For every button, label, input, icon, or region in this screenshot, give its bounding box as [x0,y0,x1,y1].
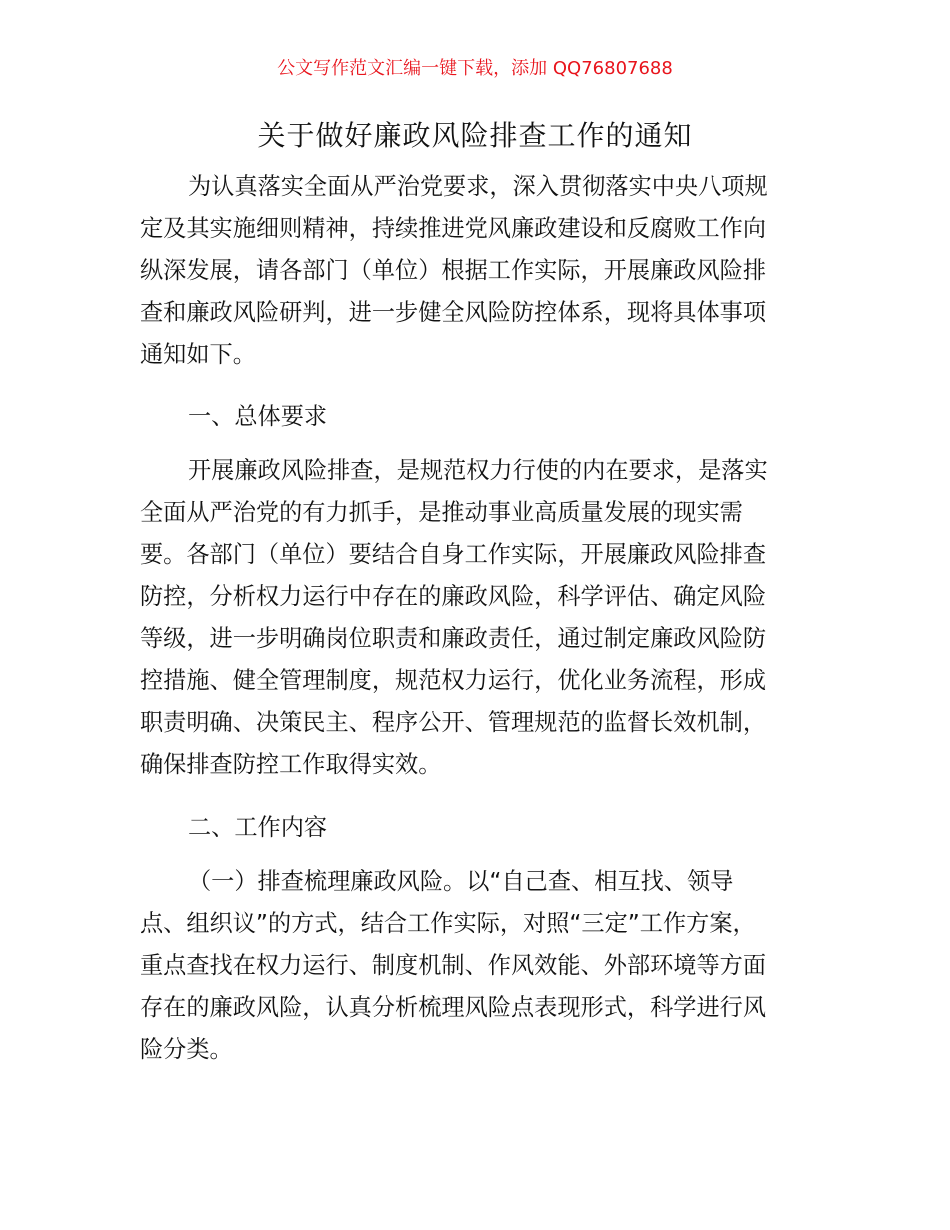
text-line: 防控，分析权力运行中存在的廉政风险，科学评估、确定风险 [140,583,767,610]
text-line: 职责明确、决策民主、程序公开、管理规范的监督长效机制， [140,709,767,736]
text-line: 控措施、健全管理制度，规范权力运行，优化业务流程，形成 [140,667,767,694]
text-line: 开展廉政风险排查，是规范权力行使的内在要求，是落实 [188,457,768,484]
text-line: 等级，进一步明确岗位职责和廉政责任，通过制定廉政风险防 [140,625,767,652]
text-line: 通知如下。 [140,341,256,368]
watermark-download-notice: 公文写作范文汇编一键下载，添加 QQ76807688 [277,58,673,79]
text-line: 存在的廉政风险，认真分析梳理风险点表现形式，科学进行风 [140,994,767,1021]
document-title: 关于做好廉政风险排查工作的通知 [257,119,693,152]
section-heading-general-requirements [140,396,812,438]
text-line: 为认真落实全面从严治党要求，深入贯彻落实中央八项规 [188,173,768,200]
text-line: 重点查找在权力运行、制度机制、作风效能、外部环境等方面 [140,952,767,979]
section-heading-work-content [140,807,812,849]
text-line: 纵深发展，请各部门（单位）根据工作实际，开展廉政风险排 [140,257,767,284]
paragraph-intro [140,166,812,376]
text-line: 定及其实施细则精神，持续推进党风廉政建设和反腐败工作向 [140,215,767,242]
text-line: 险分类。 [140,1036,233,1063]
text-line: 查和廉政风险研判，进一步健全风险防控体系，现将具体事项 [140,299,767,326]
text-line: 要。各部门（单位）要结合自身工作实际，开展廉政风险排查 [140,541,767,568]
heading-text: 一、总体要求 [188,403,328,430]
text-line: 点、组织议”的方式，结合工作实际，对照“三定”工作方案， [140,910,756,937]
paragraph-general-requirements [140,450,812,786]
paragraph-risk-screening [140,861,812,1071]
text-line: （一）排查梳理廉政风险。以“自己查、相互找、领导 [188,868,734,895]
heading-text: 二、工作内容 [188,814,328,841]
text-line: 全面从严治党的有力抓手，是推动事业高质量发展的现实需 [140,499,743,526]
text-line: 确保排查防控工作取得实效。 [140,751,442,778]
